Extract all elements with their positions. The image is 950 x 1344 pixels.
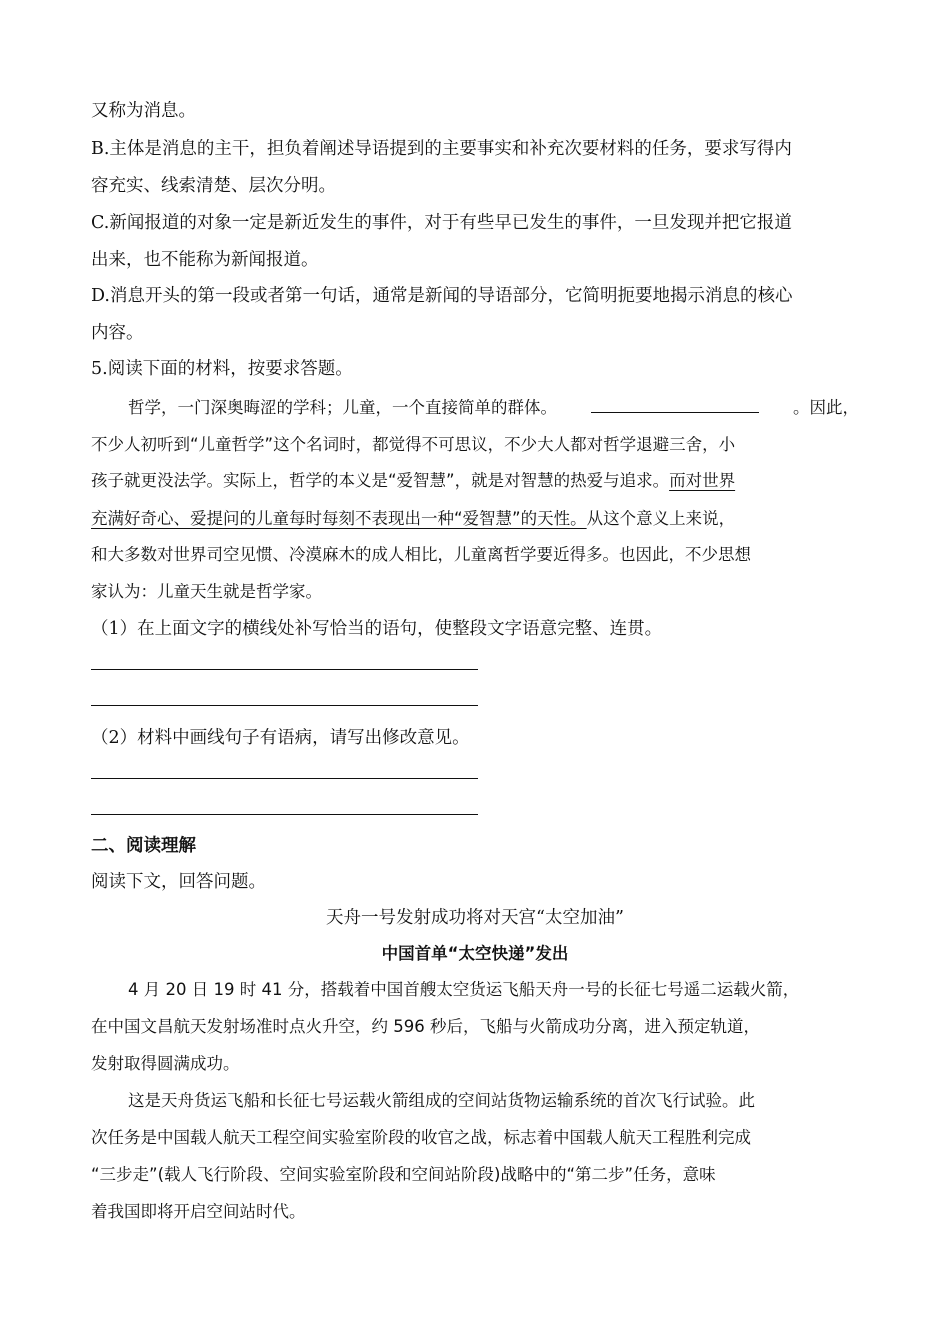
article-p1-line2: 在中国文昌航天发射场准时点火升空，约 596 秒后，飞船与火箭成功分离，进入预定轨道，	[91, 1017, 760, 1036]
passage-line-4-plain: 从这个意义上来说，	[586, 509, 736, 528]
underlined-sentence-part2: 充满好奇心、爱提问的儿童每时每刻不表现出一种“爱智慧”的天性。	[91, 509, 587, 528]
option-b-line1: B.主体是消息的主干，担负着阐述导语提到的主要事实和补充次要材料的任务，要求写得内	[91, 139, 792, 159]
question5-prompt: 5.阅读下面的材料，按要求答题。	[91, 359, 353, 379]
answer-line-2a[interactable]	[91, 778, 478, 779]
article-p2-line2: 次任务是中国载人航天工程空间实验室阶段的收官之战，标志着中国载人航天工程胜利完成	[91, 1128, 751, 1147]
answer-line-1a[interactable]	[91, 669, 478, 670]
section-instruction: 阅读下文，回答问题。	[91, 872, 266, 892]
passage-line-1-end: 。因此，	[793, 398, 859, 417]
article-subheadline: 中国首单“太空快递”发出	[381, 944, 569, 963]
article-p1-line1: 4 月 20 日 19 时 41 分，搭载着中国首艘太空货运飞船天舟一号的长征七号遥二运载火箭，	[128, 980, 800, 999]
passage-line-1	[128, 396, 859, 420]
option-c-line1: C.新闻报道的对象一定是新近发生的事件，对于有些早已发生的事件，一旦发现并把它报道	[91, 213, 792, 233]
passage-line-5: 和大多数对世界司空见惯、冷漠麻木的成人相比，儿童离哲学要近得多。也因此，不少思想	[91, 545, 751, 564]
answer-line-1b[interactable]	[91, 705, 478, 706]
article-headline: 天舟一号发射成功将对天宫“太空加油”	[326, 908, 624, 928]
option-d-line2: 内容。	[91, 323, 144, 343]
article-p1-line3: 发射取得圆满成功。	[91, 1054, 240, 1073]
fill-in-blank[interactable]	[591, 396, 759, 413]
passage-line-3-plain: 孩子就更没法学。实际上，哲学的本义是“爱智慧”，就是对智慧的热爱与追求。	[91, 471, 670, 490]
passage-line-4	[91, 507, 735, 531]
underlined-sentence-part1: 而对世界	[669, 471, 736, 490]
article-p2-line3: “三步走”(载人飞行阶段、空间实验室阶段和空间站阶段)战略中的“第二步”任务，意味	[91, 1165, 716, 1184]
passage-line-2: 不少人初听到“儿童哲学”这个名词时，都觉得不可思议，不少大人都对哲学退避三舍，小	[91, 435, 736, 454]
option-d-line1: D.消息开头的第一段或者第一句话，通常是新闻的导语部分，它简明扼要地揭示消息的核心	[91, 286, 793, 306]
passage-line-3	[91, 469, 735, 493]
section-heading: 二、阅读理解	[91, 836, 196, 856]
article-p2-line1: 这是天舟货运飞船和长征七号运载火箭组成的空间站货物运输系统的首次飞行试验。此	[128, 1091, 755, 1110]
article-p2-line4: 着我国即将开启空间站时代。	[91, 1202, 306, 1221]
option-a-tail: 又称为消息。	[91, 101, 196, 121]
passage-line-1-start: 哲学，一门深奥晦涩的学科；儿童，一个直接简单的群体。	[128, 398, 557, 417]
sub-question-1: （1）在上面文字的横线处补写恰当的语句，使整段文字语意完整、连贯。	[91, 619, 663, 639]
passage-line-6: 家认为：儿童天生就是哲学家。	[91, 582, 322, 601]
option-c-line2: 出来，也不能称为新闻报道。	[91, 250, 319, 270]
answer-line-2b[interactable]	[91, 814, 478, 815]
sub-question-2: （2）材料中画线句子有语病，请写出修改意见。	[91, 728, 470, 748]
option-b-line2: 容充实、线索清楚、层次分明。	[91, 176, 336, 196]
